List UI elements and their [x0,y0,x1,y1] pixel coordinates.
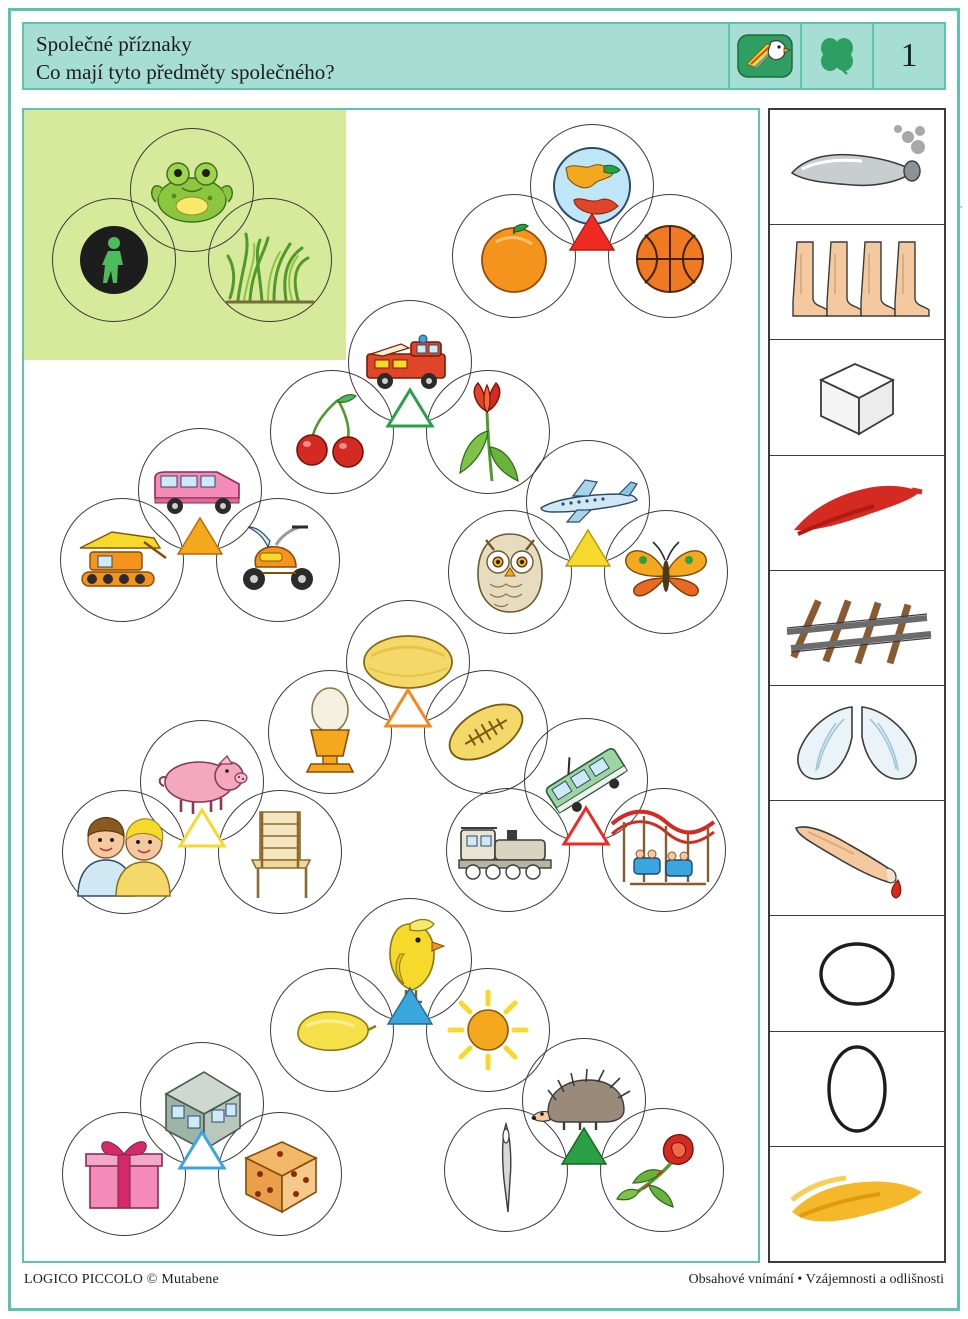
venn-circle-left[interactable] [62,790,186,914]
marker-triangle-yellow-filled [562,526,614,570]
marker-triangle-blue-outline [176,1128,228,1172]
venn-group-8[interactable] [430,718,742,918]
red-paint-stroke-icon[interactable] [770,456,944,571]
yellow-paint-stroke-icon[interactable] [770,1147,944,1261]
venn-circle-left[interactable] [62,1112,186,1236]
venn-circle-left[interactable] [60,498,184,622]
venn-circle-left[interactable] [444,1108,568,1232]
venn-group-4[interactable] [44,428,356,628]
marker-triangle-red-outline [560,804,612,848]
venn-circle-right[interactable] [218,790,342,914]
parrot-logo-icon [728,24,800,88]
oval-outline-icon[interactable] [770,1032,944,1147]
exhaust-pipe-smoke-icon[interactable] [770,110,944,225]
marker-triangle-green-filled [558,1124,610,1168]
marker-triangle-yellow-outline [176,806,228,850]
marker-triangle-orange-outline [382,686,434,730]
marker-triangle-red-filled [566,210,618,254]
circle-outline-icon[interactable] [770,916,944,1031]
venn-group-11[interactable] [428,1038,740,1238]
venn-group-1[interactable] [36,128,348,328]
page-subtitle: Co mají tyto předměty společného? [36,60,335,84]
marker-triangle-blue-filled [384,984,436,1028]
four-legs-icon[interactable] [770,225,944,340]
venn-circle-right[interactable] [600,1108,724,1232]
venn-circle-left[interactable] [52,198,176,322]
footer-right: Obsahové vnímání • Vzájemnosti a odlišnosti [688,1272,944,1287]
venn-group-2[interactable] [436,124,748,324]
crop-tick-mark: ' [960,205,962,216]
venn-group-10[interactable] [46,1042,358,1242]
page-number: 1 [872,24,944,88]
footer-left: LOGICO PICCOLO © Mutabene [24,1272,219,1287]
header-title-block [24,24,728,88]
exercise-board [22,108,760,1263]
white-cube-icon[interactable] [770,340,944,455]
pair-of-wings-icon[interactable] [770,686,944,801]
venn-circle-right[interactable] [604,510,728,634]
venn-circle-right[interactable] [218,1112,342,1236]
four-leaf-clover-icon [800,24,872,88]
answer-strip [768,108,946,1263]
venn-circle-left[interactable] [446,788,570,912]
railway-rails-icon[interactable] [770,571,944,686]
marker-triangle-orange-filled [174,514,226,558]
venn-circle-right[interactable] [602,788,726,912]
venn-circle-right[interactable] [608,194,732,318]
marker-triangle-green-outline [384,386,436,430]
finger-blood-drop-icon[interactable] [770,801,944,916]
venn-group-7[interactable] [46,720,358,920]
page-title: Společné příznaky [36,31,192,56]
worksheet-header [22,22,946,90]
